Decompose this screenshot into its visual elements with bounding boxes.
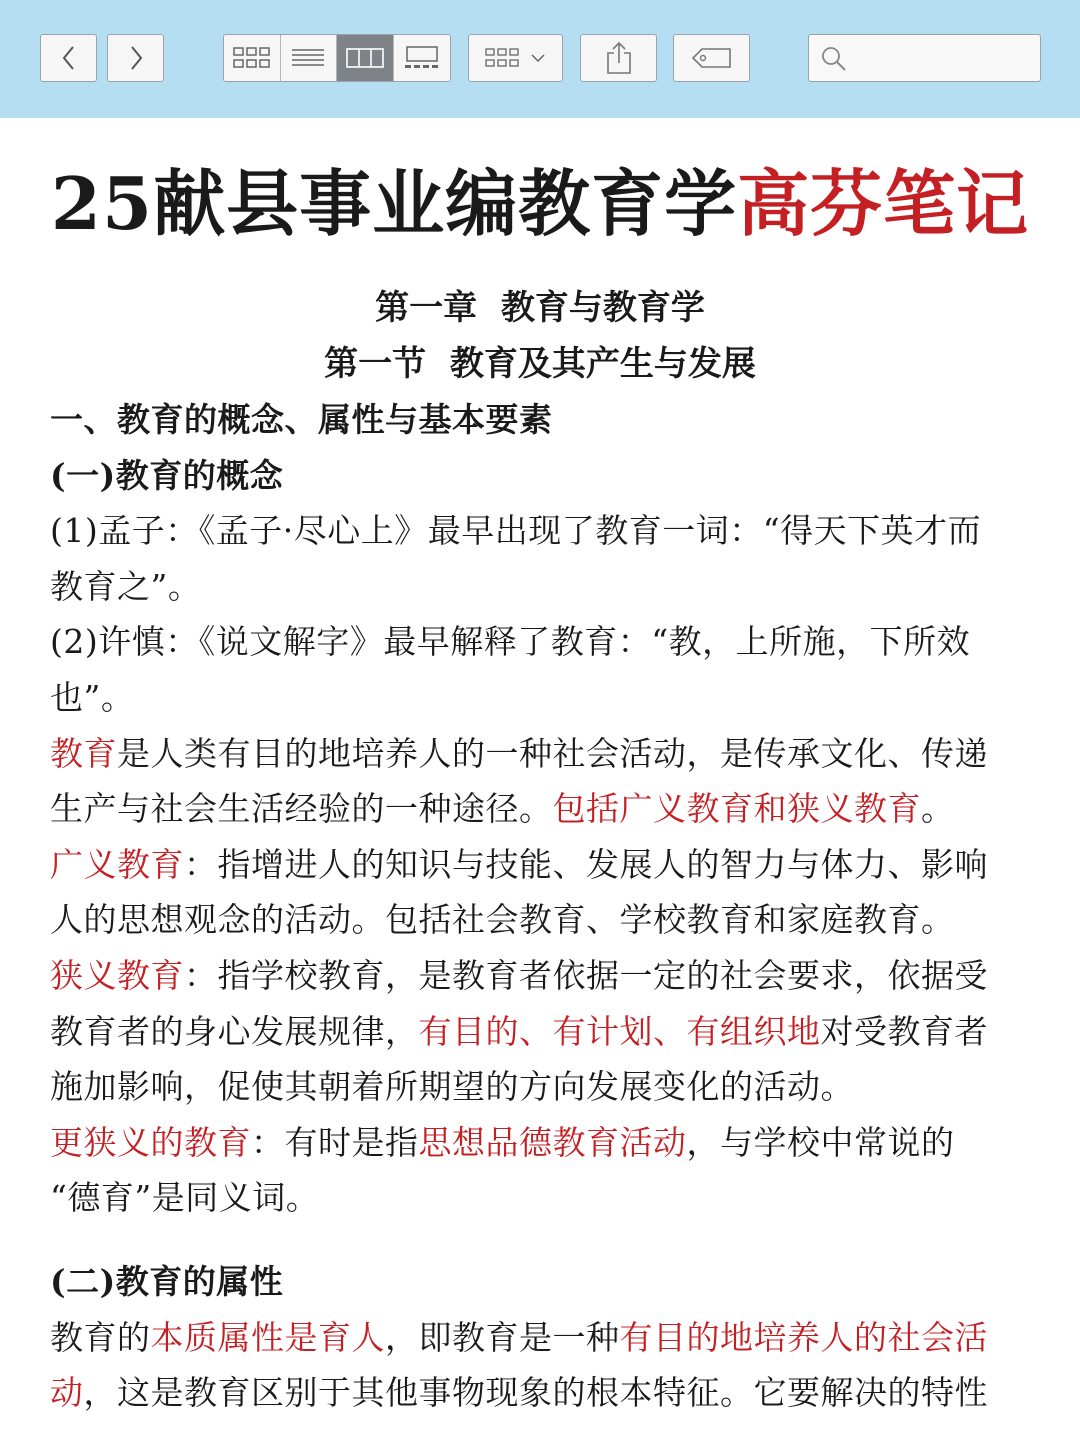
term-highlight: 狭义教育 [50,956,184,995]
text-run: 教育的 [50,1318,151,1357]
paragraph-line: 也”。 [50,678,135,717]
heading-level-1: 一、教育的概念、属性与基本要素 [50,400,553,439]
term-highlight: 包括广义教育和狭义教育 [552,789,921,828]
tag-button[interactable] [673,34,750,82]
paragraph-line: (2)许慎：《说文解字》最早解释了教育：“教，上所施，下所效 [50,622,971,661]
finder-toolbar [0,0,1080,118]
column-view-icon [345,45,385,71]
subheading-concept: (一)教育的概念 [50,456,284,495]
text-run: 教育者的身心发展规律， [50,1012,419,1051]
term-highlight: 有目的、有计划、有组织地 [418,1012,821,1051]
term-highlight: 有目的地培养人的社会活 [619,1318,988,1357]
paragraph-line: (1)孟子：《孟子·尽心上》最早出现了教育一词：“得天下英才而 [50,511,982,550]
paragraph-line [50,1373,1040,1413]
text-run: ：指学校教育，是教育者依据一定的社会要求，依据受 [184,956,988,995]
search-field[interactable] [808,34,1041,82]
section-heading: 第一节 教育及其产生与发展 [324,344,756,384]
gallery-view-icon [402,45,442,71]
paragraph-line [50,1123,1040,1163]
share-button[interactable] [580,34,657,82]
search-input[interactable] [857,41,1036,77]
paragraph-line [50,789,1040,829]
title-highlight: 高芬笔记 [737,161,1030,246]
term-highlight: 本质属性是育人 [150,1318,385,1357]
text-run: ，与学校中常说的 [686,1123,955,1162]
chevron-left-icon [59,43,79,73]
term-highlight: 思想品德教育活动 [418,1123,687,1162]
paragraph-line: 施加影响，促使其朝着所期望的方向发展变化的活动。 [50,1067,854,1106]
grid-view-button[interactable] [224,35,281,81]
group-by-icon [484,45,548,71]
view-mode-switcher [223,34,451,82]
text-run: ：指增进人的知识与技能、发展人的智力与体力、影响 [184,845,988,884]
text-run: ，这是教育区别于其他事物现象的根本特征。它要解决的特性 [83,1373,988,1412]
gallery-view-button[interactable] [394,35,451,81]
paragraph-line [50,1012,1040,1052]
forward-button[interactable] [107,34,164,82]
term-highlight: 教育 [50,734,117,773]
text-run: ：有时是指 [251,1123,419,1162]
term-highlight: 动 [50,1373,84,1412]
text-run: ，即教育是一种 [385,1318,620,1357]
paragraph-line [50,734,1040,774]
column-view-button[interactable] [337,35,394,81]
paragraph-line [50,956,1040,996]
paragraph-line: 教育之”。 [50,567,202,606]
tag-icon [690,45,734,71]
list-view-button[interactable] [281,35,338,81]
share-icon [604,41,634,75]
text-run: 。 [921,789,955,828]
document-title [0,161,1080,246]
list-view-icon [290,45,326,71]
text-run: 是人类有目的地培养人的一种社会活动，是传承文化、传递 [117,734,988,773]
search-icon [821,46,847,72]
chevron-right-icon [126,43,146,73]
title-main: 25献县事业编教育学 [50,161,738,246]
paragraph-line: 人的思想观念的活动。包括社会教育、学校教育和家庭教育。 [50,900,955,939]
term-highlight: 更狭义的教育 [50,1123,251,1162]
paragraph-line [50,845,1040,885]
group-by-button[interactable] [468,34,563,82]
grid-view-icon [232,45,272,71]
subheading-attribute: (二)教育的属性 [50,1262,284,1301]
text-run: 生产与社会生活经验的一种途径。 [50,789,553,828]
text-run: 对受教育者 [820,1012,988,1051]
paragraph-line: “德育”是同义词。 [50,1178,320,1217]
chapter-heading: 第一章 教育与教育学 [375,288,705,328]
term-highlight: 广义教育 [50,845,184,884]
paragraph-line [50,1318,1040,1358]
back-button[interactable] [40,34,97,82]
